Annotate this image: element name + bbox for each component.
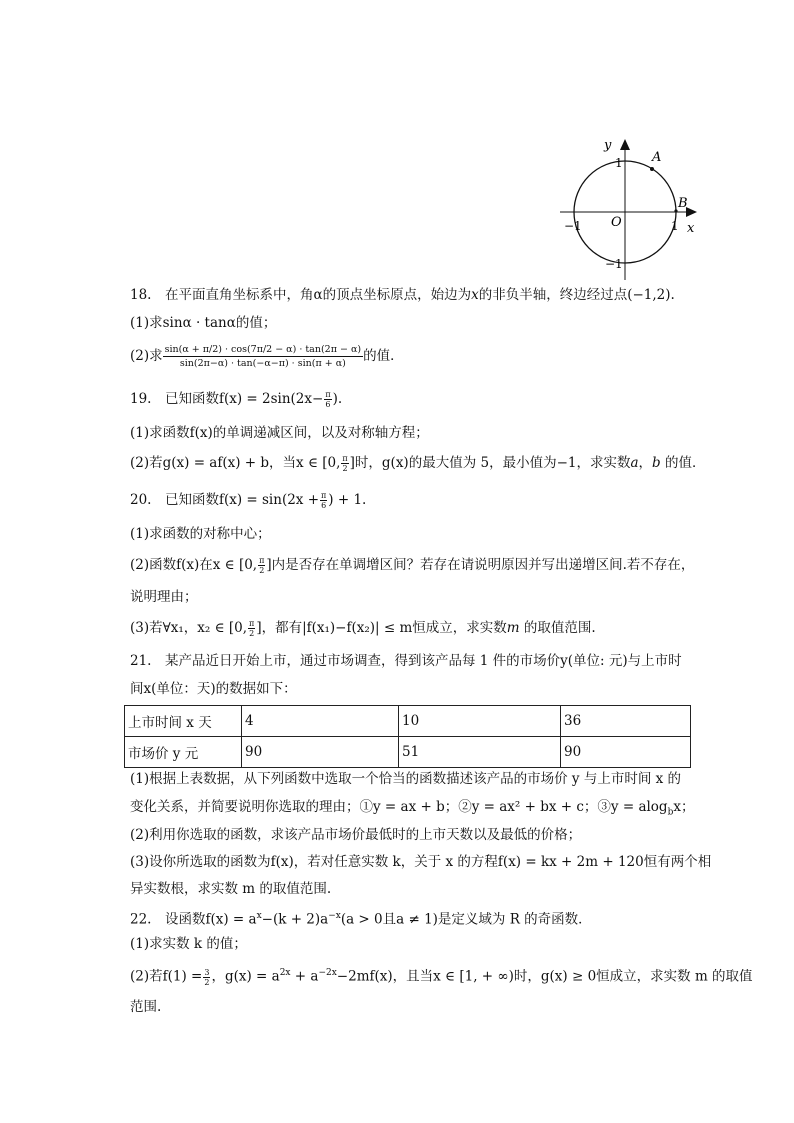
q19-part2: (2)若g(x) = af(x) + b，当x ∈ [0, $\frac{\pi}{2}$ ]时，g(x)的最大值为 5，最小值为−1，求实数a，b 的值． [130, 454, 706, 473]
label-o: O [611, 215, 622, 230]
q21-part1-line1: (1)根据上表数据，从下列函数中选取一个恰当的函数描述该产品的市场价 y 与上市时间 x 的 [130, 771, 682, 787]
table-cell: 90 [242, 737, 399, 768]
q21-part1-line2: 变化关系，并简要说明你选取的理由；①y = ax + b；②y = ax² + bx + c；③y = alog$_b$x； [130, 799, 695, 818]
q21-part2: (2)利用你选取的函数，求该产品市场价最低时的上市天数以及最低的价格； [130, 827, 582, 843]
table-cell: 上市时间 x 天 [125, 706, 242, 737]
unit-circle-figure [555, 135, 705, 285]
table-row [125, 737, 691, 768]
q18-part1: (1)求sinα · tanα的值； [130, 315, 277, 331]
q20-part2: (2)函数f(x)在x ∈ [0, $\frac{\pi}{2}$ ]内是否存在单调增区间？若存在请说明原因并写出递增区间.若不存在， [130, 556, 695, 575]
q18-fraction: $\frac{\sin(\alpha + \pi/2) \cdot \cos(7\pi/2 - \alpha) \cdot \tan(2\pi - \alpha)}{\sin(2\pi-\alpha) \cdot \tan(-\alpha-\pi) \cdot \sin(\pi + \alpha)}$ [164, 344, 362, 369]
label-y: y [604, 138, 612, 153]
table-cell: 51 [399, 737, 561, 768]
tick-left: −1 [564, 219, 582, 233]
label-a: A [652, 150, 662, 165]
point-a [650, 167, 654, 171]
q20-stem: 20. 已知函数f(x) = sin(2x + $\frac{\pi}{6}$ ) + 1. [130, 491, 367, 510]
table-cell: 10 [399, 706, 561, 737]
q21-line2: 间x(单位：天)的数据如下： [130, 681, 297, 697]
table-cell: 90 [561, 737, 691, 768]
x-axis-arrow [686, 207, 697, 217]
q22-part2-line2: 范围. [130, 999, 162, 1015]
q21-part3-line2: 异实数根，求实数 m 的取值范围. [130, 881, 332, 897]
q18-part2: (2)求 $\frac{\sin(\alpha + \pi/2) \cdot \cos(7\pi/2 - \alpha) \cdot \tan(2\pi - \alpha)}{\sin(2\pi-\alpha) \cdot \tan(-\alpha-\pi) \cdot \sin(\pi + \alpha)}$ 的值． [130, 344, 404, 369]
price-table [124, 705, 691, 768]
q20-part1: (1)求函数的对称中心； [130, 526, 271, 542]
tick-top: 1 [615, 156, 623, 170]
q19-part1: (1)求函数f(x)的单调递减区间，以及对称轴方程； [130, 425, 429, 441]
table-cell: 4 [242, 706, 399, 737]
q18-stem: 18. 在平面直角坐标系中，角α的顶点坐标原点，始边为x的非负半轴，终边经过点(−1,2). [130, 287, 675, 303]
q20-part3: (3)若∀x₁，x₂ ∈ [0, $\frac{\pi}{2}$ ]，都有|f(x₁)−f(x₂)| ≤ m恒成立，求实数m 的取值范围. [130, 619, 596, 638]
label-b: B [678, 196, 688, 211]
y-axis-arrow [620, 139, 630, 150]
q22-part1: (1)求实数 k 的值； [130, 936, 247, 952]
label-x: x [687, 221, 695, 236]
q21-part3-line1: (3)设你所选取的函数为f(x)，若对任意实数 k，关于 x 的方程f(x) = kx + 2m + 120恒有两个相 [130, 854, 712, 870]
tick-right: 1 [671, 219, 679, 233]
q22-stem: 22. 设函数$f(x) = a^x-(k + 2)a^{-x}(a > 0$且a ≠ 1)是定义域为 R 的奇函数． [130, 911, 592, 928]
table-row [125, 706, 691, 737]
table-cell: 市场价 y 元 [125, 737, 242, 768]
table-cell: 36 [561, 706, 691, 737]
q21-line1: 21. 某产品近日开始上市，通过市场调查，得到该产品每 1 件的市场价y(单位: 元)与上市时 [130, 653, 682, 669]
tick-bottom: −1 [605, 257, 623, 271]
q22-part2: (2)若f(1) = $\frac{3}{2}$ ，$g(x) = a^{2x} + a^{-2x}-2mf(x)$，且当x ∈ [1, + ∞)时，g(x) ≥ 0恒成立，求实数 m 的取值 [130, 967, 753, 987]
q20-part2-line2: 说明理由； [130, 589, 198, 605]
q19-stem: 19. 已知函数f(x) = 2sin(2x− $\frac{\pi}{6}$ ). [130, 390, 343, 409]
